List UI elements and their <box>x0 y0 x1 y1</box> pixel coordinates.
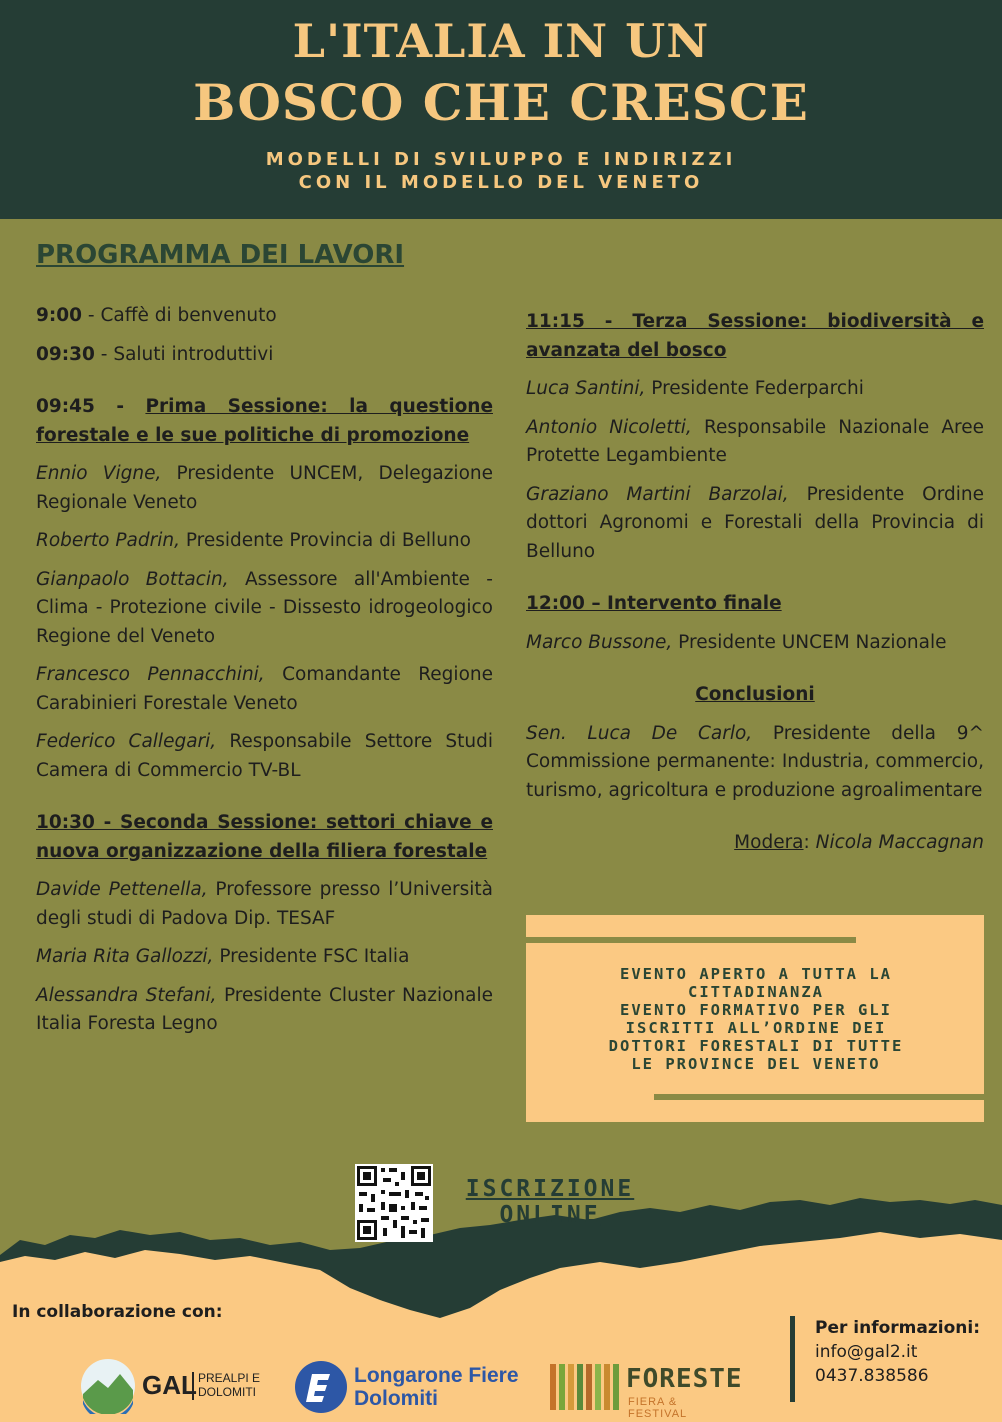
info-label: Per informazioni: <box>815 1318 980 1338</box>
speaker-name: Graziano Martini Barzolai, <box>526 483 789 505</box>
speaker-name: Francesco Pennacchini, <box>36 664 265 685</box>
gal-sub-line: DOLOMITI <box>198 1385 257 1399</box>
speaker <box>526 720 984 806</box>
speaker-role: Presidente Federparchi <box>645 378 864 399</box>
speaker-name: Marco Bussone, <box>526 631 673 653</box>
gal-logo-text: GAL <box>142 1370 197 1400</box>
event-info-line: ISCRITTI ALL’ORDINE DEI <box>625 1019 887 1037</box>
speaker <box>36 566 493 652</box>
gal-sub-line: PREALPI E <box>198 1371 261 1385</box>
time: 09:30 <box>36 343 95 365</box>
speaker-role: Presidente Ordine dottori Agronomi e Forestali della Provincia di Belluno <box>526 483 984 562</box>
header <box>0 0 1002 219</box>
speaker-role: Responsabile Nazionale Aree Protette Legambiente <box>526 416 984 466</box>
gal-logo-sub <box>198 1371 260 1399</box>
moderator-name: Nicola Maccagnan <box>815 832 984 853</box>
speaker <box>36 982 493 1039</box>
iscrizione-line-2: ONLINE <box>499 1202 601 1228</box>
speaker-role: Presidente Provincia di Belluno <box>179 530 471 551</box>
session-2-title: 10:30 - Seconda Sessione: settori chiave e nuova organizzazione della filiera forestale <box>36 812 493 862</box>
speaker <box>36 943 493 972</box>
foreste-logo-sub: FIERA & FESTIVAL <box>628 1396 688 1420</box>
iscrizione-online-link[interactable] <box>440 1176 660 1228</box>
event-info-box <box>526 915 984 1122</box>
speaker-role: Presidente FSC Italia <box>213 946 410 967</box>
agenda-text: - Caffè di benvenuto <box>82 305 277 326</box>
speaker-name: Davide Pettenella, <box>36 879 208 900</box>
speaker <box>526 375 984 404</box>
speaker-role: Comandante Regione Carabinieri Forestale Veneto <box>36 664 493 714</box>
session-1-label: Prima Sessione: la questione forestale e le sue politiche di promozione <box>36 396 493 446</box>
event-info-text <box>586 965 926 1073</box>
longarone-line: Dolomiti <box>354 1387 438 1410</box>
session-1-title <box>36 393 493 450</box>
subtitle-line-1: MODELLI DI SVILUPPO E INDIRIZZI <box>265 149 737 170</box>
speaker-role: Presidente della 9^ Commissione permanente: Industria, commercio, turismo, agricoltura e produzione agroalimentare <box>526 722 984 801</box>
moderator-separator: : <box>803 832 816 853</box>
moderator <box>526 829 984 858</box>
speaker-role: Professore presso l’Università degli studi di Padova Dip. TESAF <box>36 879 493 929</box>
info-email[interactable]: info@gal2.it <box>815 1342 918 1362</box>
speaker-name: Roberto Padrin, <box>36 530 180 551</box>
divider <box>192 1372 194 1400</box>
speaker-name: Gianpaolo Bottacin, <box>36 568 229 590</box>
agenda-item-welcome <box>36 302 493 331</box>
longarone-logo-text <box>354 1364 519 1410</box>
conclusioni-title: Conclusioni <box>695 684 815 705</box>
info-phone[interactable]: 0437.838586 <box>815 1366 929 1386</box>
speaker-name: Sen. Luca De Carlo, <box>526 722 753 744</box>
subtitle-line-2: CON IL MODELLO DEL VENETO <box>298 172 704 193</box>
speaker-name: Luca Santini, <box>526 378 646 399</box>
longarone-line: Longarone Fiere <box>354 1364 519 1387</box>
event-info-line: DOTTORI FORESTALI DI TUTTE <box>608 1037 904 1055</box>
foreste-logo-text: FORESTE <box>626 1364 743 1394</box>
gal-mountain-icon <box>80 1358 136 1414</box>
speaker <box>36 460 493 517</box>
foreste-bars-icon <box>550 1362 620 1412</box>
speaker <box>526 629 984 658</box>
longarone-logo <box>294 1360 534 1416</box>
agenda-item-greetings <box>36 341 493 370</box>
session-3-title: 11:15 - Terza Sessione: biodiversità e avanzata del bosco <box>526 311 984 361</box>
speaker-role: Presidente UNCEM Nazionale <box>672 631 947 653</box>
speaker-name: Federico Callegari, <box>36 731 217 752</box>
speaker <box>36 661 493 718</box>
session-1-time: 09:45 - <box>36 396 146 417</box>
title-line-2: BOSCO CHE CRESCE <box>193 73 809 132</box>
speaker-role: Assessore all'Ambiente - Clima - Protezione civile - Dissesto idrogeologico Regione del Veneto <box>36 568 493 647</box>
time: 9:00 <box>36 305 83 326</box>
final-title: 12:00 – Intervento finale <box>526 593 782 614</box>
iscrizione-line-1: ISCRIZIONE <box>465 1176 635 1202</box>
agenda-text: - Saluti introduttivi <box>94 343 274 365</box>
event-info-line: CITTADINANZA <box>688 983 824 1001</box>
divider <box>654 1094 984 1100</box>
gal-logo <box>80 1358 270 1414</box>
speaker <box>36 876 493 933</box>
foreste-logo <box>550 1362 743 1420</box>
speaker-role: Presidente Cluster Nazionale Italia Foresta Legno <box>36 984 493 1034</box>
divider <box>526 937 856 943</box>
speaker <box>36 527 493 556</box>
speaker-name: Maria Rita Gallozzi, <box>36 946 214 967</box>
speaker <box>526 481 984 567</box>
programma-title: PROGRAMMA DEI LAVORI <box>36 240 405 270</box>
event-info-line: LE PROVINCE DEL VENETO <box>631 1055 881 1073</box>
speaker <box>526 414 984 471</box>
qr-code-icon <box>355 1164 433 1242</box>
speaker-role: Responsabile Settore Studi Camera di Commercio TV-BL <box>36 731 493 781</box>
speaker <box>36 728 493 785</box>
speaker-name: Alessandra Stefani, <box>36 984 217 1006</box>
qr-code[interactable] <box>355 1164 433 1242</box>
right-column <box>526 308 984 868</box>
left-column <box>36 302 493 1049</box>
event-info-line: EVENTO FORMATIVO PER GLI <box>620 1001 892 1019</box>
longarone-icon <box>294 1360 348 1414</box>
speaker-role: Presidente UNCEM, Delegazione Regionale Veneto <box>36 463 493 513</box>
collab-label: In collaborazione con: <box>12 1302 223 1322</box>
info-block <box>790 1316 1002 1402</box>
event-info-line: EVENTO APERTO A TUTTA LA <box>620 965 892 983</box>
speaker-name: Antonio Nicoletti, <box>526 416 692 438</box>
speaker-name: Ennio Vigne, <box>36 463 162 484</box>
moderator-label: Modera <box>734 832 804 853</box>
title-line-1: L'ITALIA IN UN <box>292 14 710 68</box>
